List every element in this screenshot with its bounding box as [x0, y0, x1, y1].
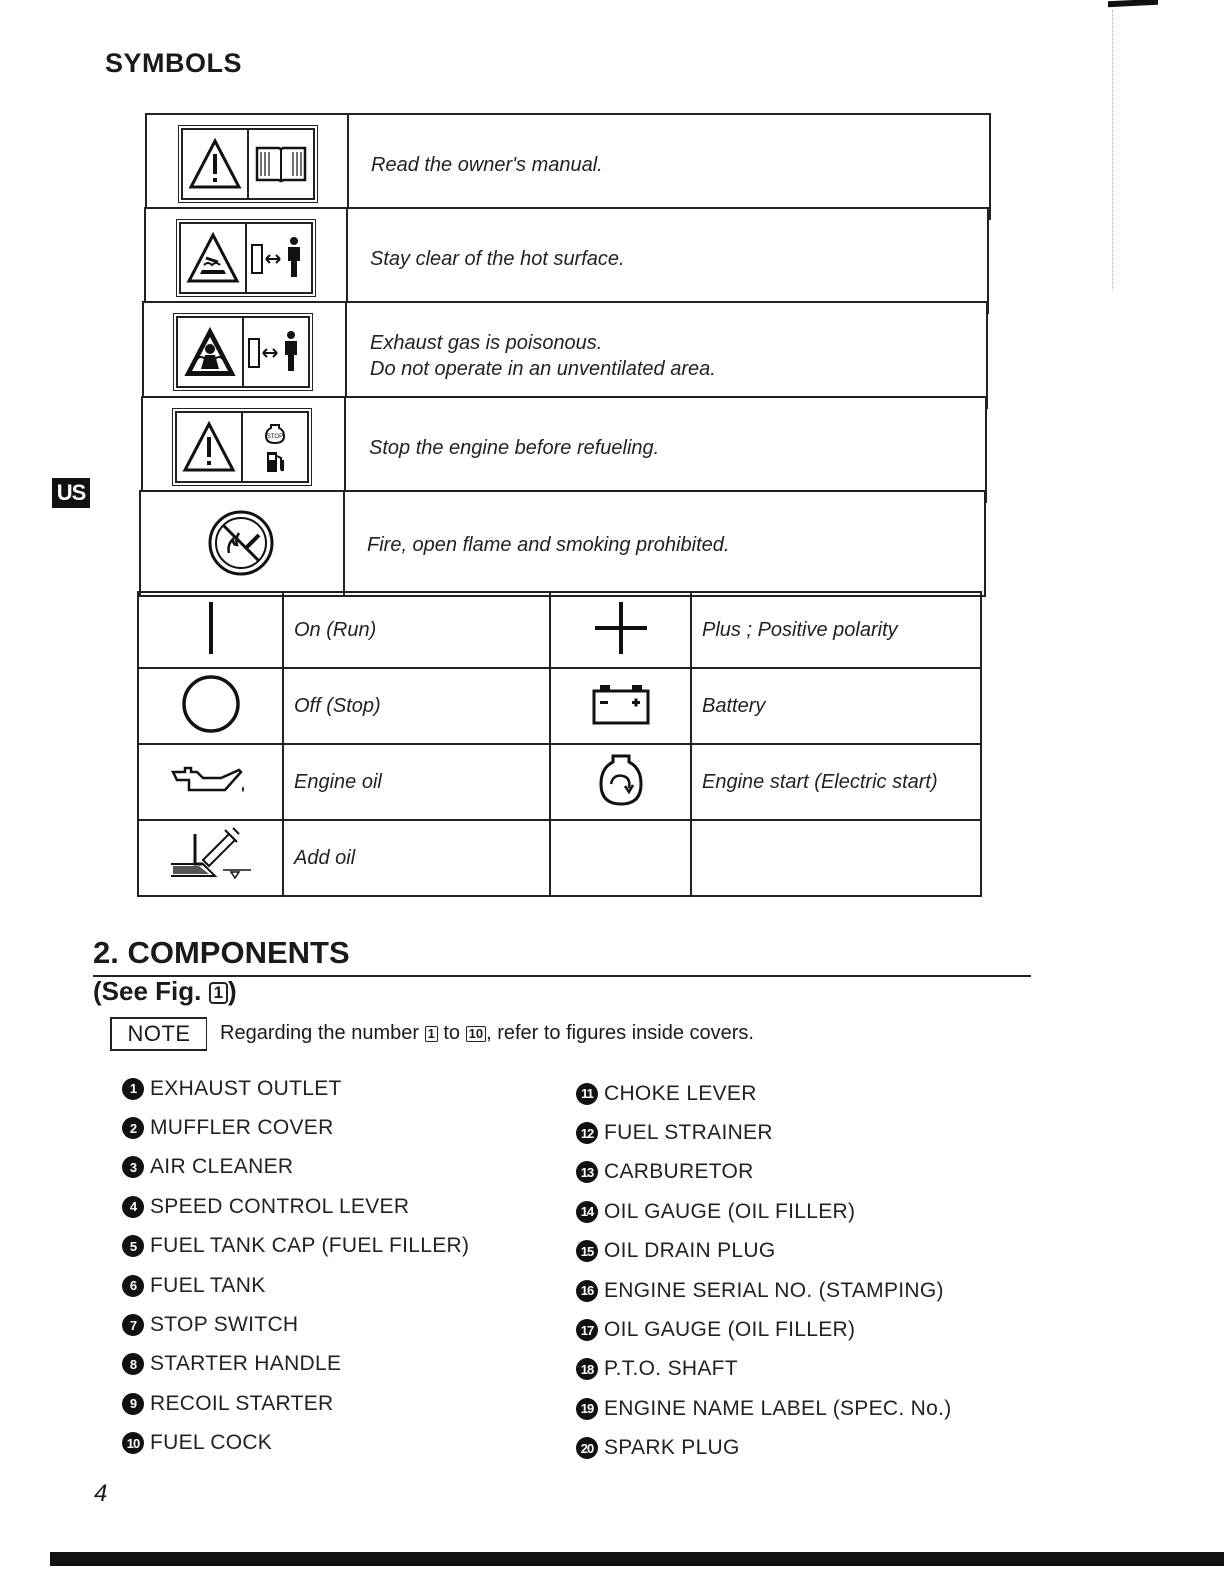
symbol-text-hot-surface: Stay clear of the hot surface.	[370, 248, 625, 270]
page-corner-mark	[1108, 0, 1158, 7]
list-item	[122, 1148, 469, 1187]
page-edge-line	[1112, 10, 1114, 290]
item-number-badge: 9	[122, 1393, 144, 1415]
list-item	[576, 1350, 952, 1389]
fuel-pump-icon	[263, 448, 287, 474]
language-badge: US	[52, 478, 90, 508]
list-item	[122, 1108, 469, 1147]
list-item	[122, 1227, 469, 1266]
svg-text:STOP: STOP	[266, 434, 284, 440]
item-label: OIL GAUGE (OIL FILLER)	[604, 1318, 856, 1342]
add-oil-label: Add oil	[283, 820, 550, 896]
battery-icon	[550, 668, 691, 744]
symbol-text-exhaust-gas: Exhaust gas is poisonous. Do not operate in an unventilated area.	[370, 332, 716, 380]
item-label: OIL DRAIN PLUG	[604, 1239, 776, 1263]
item-number-badge: 4	[122, 1196, 144, 1218]
symbol-grid-row	[138, 668, 981, 744]
see-figure-ref	[93, 976, 237, 1007]
stop-refuel-pair	[241, 413, 307, 481]
item-label: ENGINE NAME LABEL (SPEC. No.)	[604, 1396, 952, 1420]
page-bottom-bar	[50, 1552, 1224, 1566]
item-number-badge: 8	[122, 1353, 144, 1375]
add-oil-icon	[138, 820, 283, 896]
plus-label: Plus ; Positive polarity	[691, 592, 981, 668]
item-number-badge: 5	[122, 1235, 144, 1257]
list-item	[576, 1192, 952, 1231]
item-number-badge: 7	[122, 1314, 144, 1336]
symbol-grid-row	[138, 820, 981, 896]
battery-label: Battery	[691, 668, 981, 744]
symbol-grid-row	[138, 592, 981, 668]
symbol-text-read-manual: Read the owner's manual.	[371, 154, 603, 176]
note-number-box: 10	[466, 1026, 486, 1042]
list-item	[122, 1266, 469, 1305]
note-text-part: Regarding the number	[220, 1022, 425, 1044]
item-label: OIL GAUGE (OIL FILLER)	[604, 1199, 856, 1223]
empty-grid-cell	[691, 820, 981, 896]
item-label: ENGINE SERIAL NO. (STAMPING)	[604, 1278, 944, 1302]
item-number-badge: 2	[122, 1117, 144, 1139]
see-fig-suffix: )	[228, 976, 237, 1006]
warning-triangle-icon	[183, 130, 247, 198]
item-label: RECOIL STARTER	[150, 1391, 334, 1415]
item-number-badge: 17	[576, 1319, 598, 1341]
symbol-text-stop-before-refuel: Stop the engine before refueling.	[369, 437, 660, 459]
off-stop-label: Off (Stop)	[283, 668, 550, 744]
item-label: FUEL TANK	[150, 1273, 266, 1297]
page-number: 4	[94, 1480, 108, 1507]
warning-triangle-icon	[177, 413, 241, 481]
list-item	[576, 1153, 952, 1192]
component-list-left	[122, 1069, 469, 1463]
symbol-grid-row	[138, 744, 981, 820]
note-text	[220, 1022, 754, 1045]
item-label: AIR CLEANER	[150, 1155, 294, 1179]
item-label: P.T.O. SHAFT	[604, 1357, 738, 1381]
item-label: EXHAUST OUTLET	[150, 1076, 342, 1100]
engine-start-icon	[550, 744, 691, 820]
on-run-icon	[138, 592, 283, 668]
plus-icon	[550, 592, 691, 668]
list-item	[576, 1429, 952, 1468]
engine-start-label: Engine start (Electric start)	[691, 744, 981, 820]
list-item	[576, 1232, 952, 1271]
hot-surface-warning-icon	[181, 224, 245, 292]
symbol-text-no-fire: Fire, open flame and smoking prohibited.	[367, 534, 730, 556]
symbol-row-exhaust-gas	[142, 301, 988, 409]
item-label: STOP SWITCH	[150, 1313, 299, 1337]
item-number-badge: 1	[122, 1078, 144, 1100]
item-label: CHOKE LEVER	[604, 1081, 757, 1105]
list-item	[122, 1187, 469, 1226]
component-list-right	[576, 1074, 952, 1468]
list-item	[122, 1424, 469, 1463]
on-run-label: On (Run)	[283, 592, 550, 668]
item-label: CARBURETOR	[604, 1160, 754, 1184]
oil-can-icon	[138, 744, 283, 820]
item-label: SPEED CONTROL LEVER	[150, 1194, 410, 1218]
book-icon	[247, 130, 313, 198]
list-item	[576, 1310, 952, 1349]
item-label: FUEL TANK CAP (FUEL FILLER)	[150, 1234, 470, 1258]
list-item	[122, 1305, 469, 1344]
note-text-part: to	[437, 1022, 466, 1044]
item-number-badge: 18	[576, 1358, 598, 1380]
list-item	[576, 1389, 952, 1428]
stop-refuel-badge	[175, 411, 309, 483]
symbol-row-stop-before-refuel	[141, 396, 987, 503]
item-number-badge: 19	[576, 1398, 598, 1420]
symbol-grid	[137, 591, 982, 897]
note-number-box: 1	[425, 1026, 438, 1042]
item-number-badge: 11	[576, 1083, 598, 1105]
item-number-badge: 10	[122, 1432, 144, 1454]
list-item	[122, 1069, 469, 1108]
note-text-part: , refer to figures inside covers.	[486, 1022, 754, 1044]
item-number-badge: 14	[576, 1201, 598, 1223]
item-number-badge: 20	[576, 1437, 598, 1459]
list-item	[122, 1384, 469, 1423]
list-item	[576, 1271, 952, 1310]
page-title: SYMBOLS	[105, 48, 243, 78]
item-number-badge: 16	[576, 1280, 598, 1302]
note-label: NOTE	[110, 1017, 207, 1051]
read-manual-badge	[181, 128, 315, 200]
symbol-row-no-fire	[139, 490, 986, 597]
item-number-badge: 13	[576, 1161, 598, 1183]
item-label: MUFFLER COVER	[150, 1116, 334, 1140]
stop-engine-icon	[262, 420, 288, 446]
exhaust-gas-badge	[176, 316, 310, 388]
keep-distance-icon	[245, 224, 311, 292]
keep-distance-icon	[242, 318, 308, 386]
item-number-badge: 15	[576, 1240, 598, 1262]
toxic-gas-warning-icon	[178, 318, 242, 386]
item-number-badge: 12	[576, 1122, 598, 1144]
item-label: FUEL COCK	[150, 1431, 273, 1455]
hot-surface-badge	[179, 222, 313, 294]
list-item	[122, 1345, 469, 1384]
item-number-badge: 6	[122, 1275, 144, 1297]
no-smoking-icon	[207, 509, 275, 582]
empty-grid-cell	[550, 820, 691, 896]
symbol-row-hot-surface	[144, 207, 989, 314]
list-item	[576, 1113, 952, 1152]
item-label: SPARK PLUG	[604, 1436, 740, 1460]
item-number-badge: 3	[122, 1156, 144, 1178]
item-label: STARTER HANDLE	[150, 1352, 342, 1376]
item-label: FUEL STRAINER	[604, 1121, 773, 1145]
off-stop-icon	[138, 668, 283, 744]
see-fig-prefix: (See Fig.	[93, 976, 209, 1006]
symbol-row-read-manual	[145, 113, 991, 220]
list-item	[576, 1074, 952, 1113]
components-heading: 2. COMPONENTS	[93, 935, 350, 970]
engine-oil-label: Engine oil	[283, 744, 550, 820]
figure-number-box: 1	[209, 982, 228, 1004]
